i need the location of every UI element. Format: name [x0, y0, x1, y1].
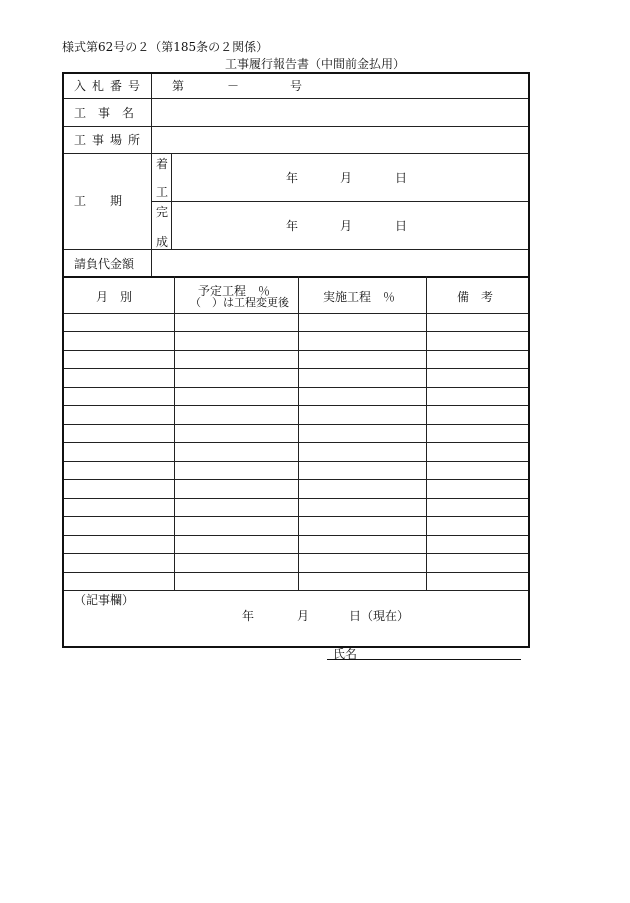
contract-amount-label: 請負代金額 [74, 257, 135, 271]
row-divider [64, 98, 528, 99]
table-row-line [64, 424, 528, 425]
table-row-line [64, 405, 528, 406]
col-month-header: 月 別 [96, 290, 133, 304]
table-row-line [64, 535, 528, 536]
form-number: 様式第62号の２（第185条の２関係） [62, 40, 269, 54]
table-row-line [64, 368, 528, 369]
notes-label: （記事欄） [74, 593, 135, 607]
signature-line [327, 659, 521, 660]
column-divider [151, 74, 152, 276]
table-row-line [64, 350, 528, 351]
work-site-label: 工事場所 [74, 133, 147, 147]
bid-number-dash: － [227, 79, 240, 93]
col-actual-header: 実施工程 ％ [323, 290, 396, 304]
completion-label-2: 成 [156, 235, 169, 249]
table-column-line [426, 276, 427, 590]
notes-day-current: 日（現在） [349, 609, 410, 623]
bid-number-prefix: 第 [172, 79, 185, 93]
table-row-line [64, 553, 528, 554]
work-name-label: 工 事 名 [74, 106, 135, 120]
start-label-2: 工 [156, 185, 169, 199]
table-row-line [64, 461, 528, 462]
completion-label-1: 完 [156, 205, 169, 219]
table-column-line [298, 276, 299, 590]
document-title: 工事履行報告書（中間前金払用） [224, 57, 405, 71]
completion-month: 月 [340, 219, 353, 233]
table-row-line [64, 498, 528, 499]
row-divider [64, 153, 528, 154]
table-row-line [64, 516, 528, 517]
table-row-line [64, 387, 528, 388]
completion-year: 年 [286, 219, 299, 233]
table-row-line [64, 331, 528, 332]
start-label-1: 着 [156, 157, 169, 171]
table-row-line [64, 313, 528, 314]
table-column-line [174, 276, 175, 590]
table-row-line [64, 572, 528, 573]
col-remarks-header: 備 考 [457, 290, 494, 304]
table-row-line [64, 442, 528, 443]
table-row-line [64, 479, 528, 480]
notes-year: 年 [242, 609, 255, 623]
bid-number-suffix: 号 [290, 79, 303, 93]
col-planned-subheader: （ ）は工程変更後 [190, 296, 289, 309]
section-divider [64, 276, 528, 278]
notes-month: 月 [297, 609, 310, 623]
row-divider [64, 126, 528, 127]
row-divider [151, 201, 528, 202]
column-divider [171, 153, 172, 249]
start-day: 日 [395, 171, 408, 185]
start-year: 年 [286, 171, 299, 185]
row-divider [64, 249, 528, 250]
report-form [62, 72, 530, 648]
signature-name-label: 氏名 [333, 647, 358, 661]
start-month: 月 [340, 171, 353, 185]
completion-day: 日 [395, 219, 408, 233]
bid-number-label: 入札番号 [74, 79, 147, 93]
period-label: 工 期 [74, 194, 123, 208]
table-row-line [64, 590, 528, 591]
col-planned-header: 予定工程 ％ [198, 284, 271, 298]
